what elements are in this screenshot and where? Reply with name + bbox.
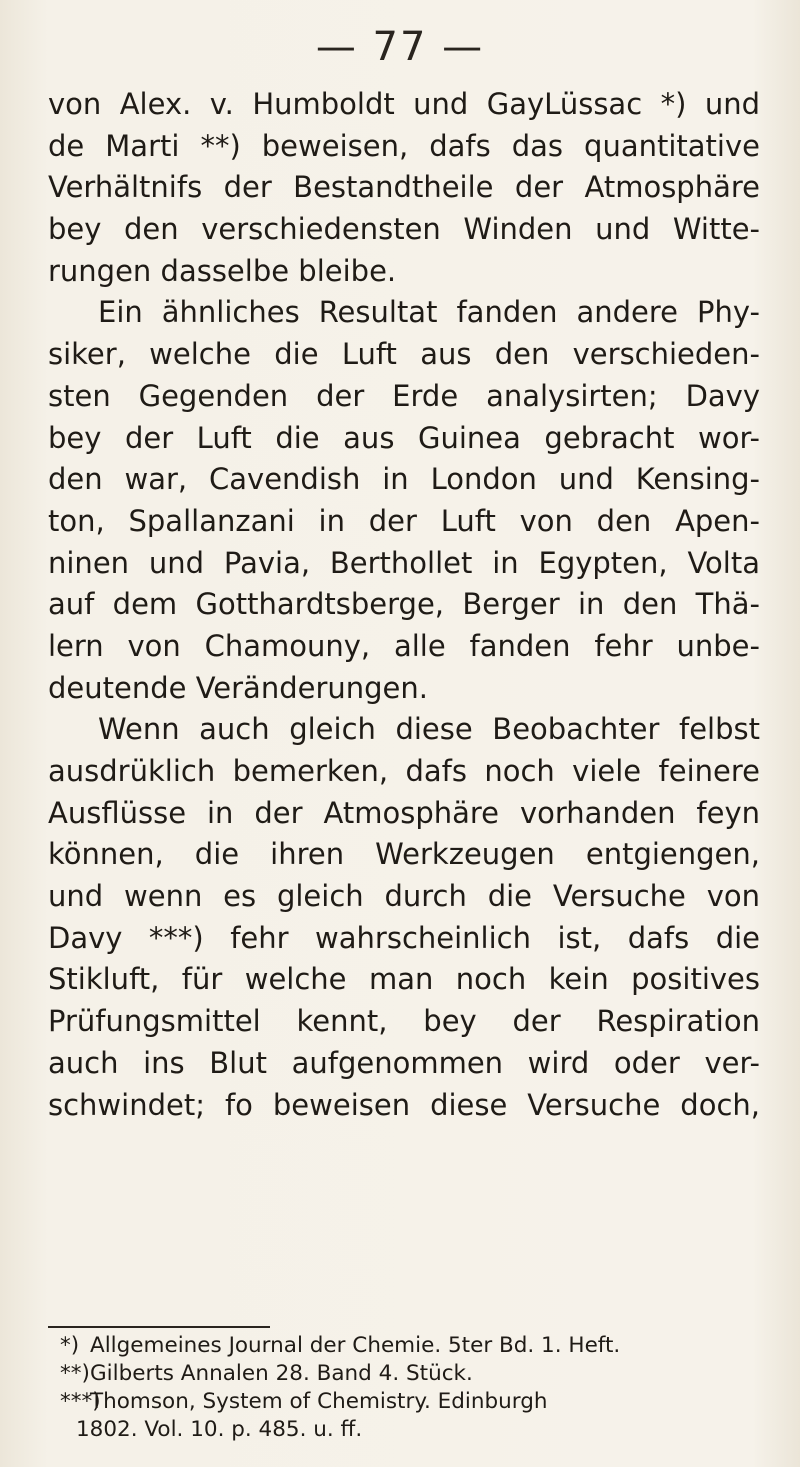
text-line: ausdrüklich bemerken, dafs noch viele feinere — [48, 754, 760, 788]
text-line: Wenn auch gleich diese Beobachter felbst — [98, 712, 760, 747]
footnote-marker: *) — [60, 1333, 80, 1358]
text-line: bey der Luft die aus Guinea gebracht wor- — [48, 420, 760, 455]
footnote — [60, 1388, 760, 1416]
text-line: auf dem Gotthardtsberge, Berger in den Thä- — [48, 587, 760, 622]
text-line: schwindet; fo beweisen diese Versuche doch, — [48, 1087, 760, 1122]
footnote-rule — [48, 1326, 270, 1328]
footnote-text: Thomson, System of Chemistry. Edinburgh — [90, 1389, 548, 1414]
footnote — [60, 1416, 760, 1444]
page-number: — 77 — — [315, 24, 485, 70]
text-line: ninen und Pavia, Berthollet in Egypten, Volta — [48, 545, 760, 580]
footnote-marker: ***) — [60, 1389, 101, 1414]
text-line: können, die ihren Werkzeugen entgiengen, — [48, 837, 760, 872]
text-line: siker, welche die Luft aus den verschieden- — [48, 337, 760, 372]
text-line: de Marti **) beweisen, dafs das quantitative — [48, 128, 760, 163]
text-line: und wenn es gleich durch die Versuche von — [48, 879, 760, 914]
footnote — [60, 1360, 760, 1388]
text-line: ton, Spallanzani in der Luft von den Apen- — [48, 503, 760, 538]
footnote-marker: **) — [60, 1361, 90, 1386]
text-line: Davy ***) fehr wahrscheinlich ist, dafs die — [48, 920, 760, 955]
footnote-text: 1802. Vol. 10. p. 485. u. ff. — [76, 1417, 363, 1442]
text-line: Ausflüsse in der Atmosphäre vorhanden feyn — [48, 795, 760, 830]
text-line: Ein ähnliches Resultat fanden andere Phy- — [98, 295, 760, 330]
text-line: Verhältnifs der Bestandtheile der Atmosphäre — [48, 170, 760, 205]
text-line: Prüfungsmittel kennt, bey der Respiration — [48, 1004, 760, 1039]
text-line: lern von Chamouny, alle fanden fehr unbe- — [48, 628, 760, 663]
text-line: deutende Veränderungen. — [48, 670, 428, 705]
footnote-text: Allgemeines Journal der Chemie. 5ter Bd. 1. Heft. — [90, 1333, 621, 1358]
text-line: rungen dasselbe bleibe. — [48, 253, 397, 288]
body-text — [48, 84, 760, 1126]
text-line: den war, Cavendish in London und Kensing- — [48, 462, 760, 497]
footnote — [60, 1332, 760, 1360]
footnotes — [60, 1332, 760, 1444]
text-line: von Alex. v. Humboldt und GayLüssac *) und — [48, 87, 760, 121]
text-line: bey den verschiedensten Winden und Witte- — [48, 212, 760, 247]
footnote-text: Gilberts Annalen 28. Band 4. Stück. — [90, 1361, 473, 1386]
text-line: sten Gegenden der Erde analysirten; Davy — [48, 378, 760, 413]
text-line: Stikluft, für welche man noch kein positives — [48, 962, 760, 997]
text-line: auch ins Blut aufgenommen wird oder ver- — [48, 1045, 760, 1080]
